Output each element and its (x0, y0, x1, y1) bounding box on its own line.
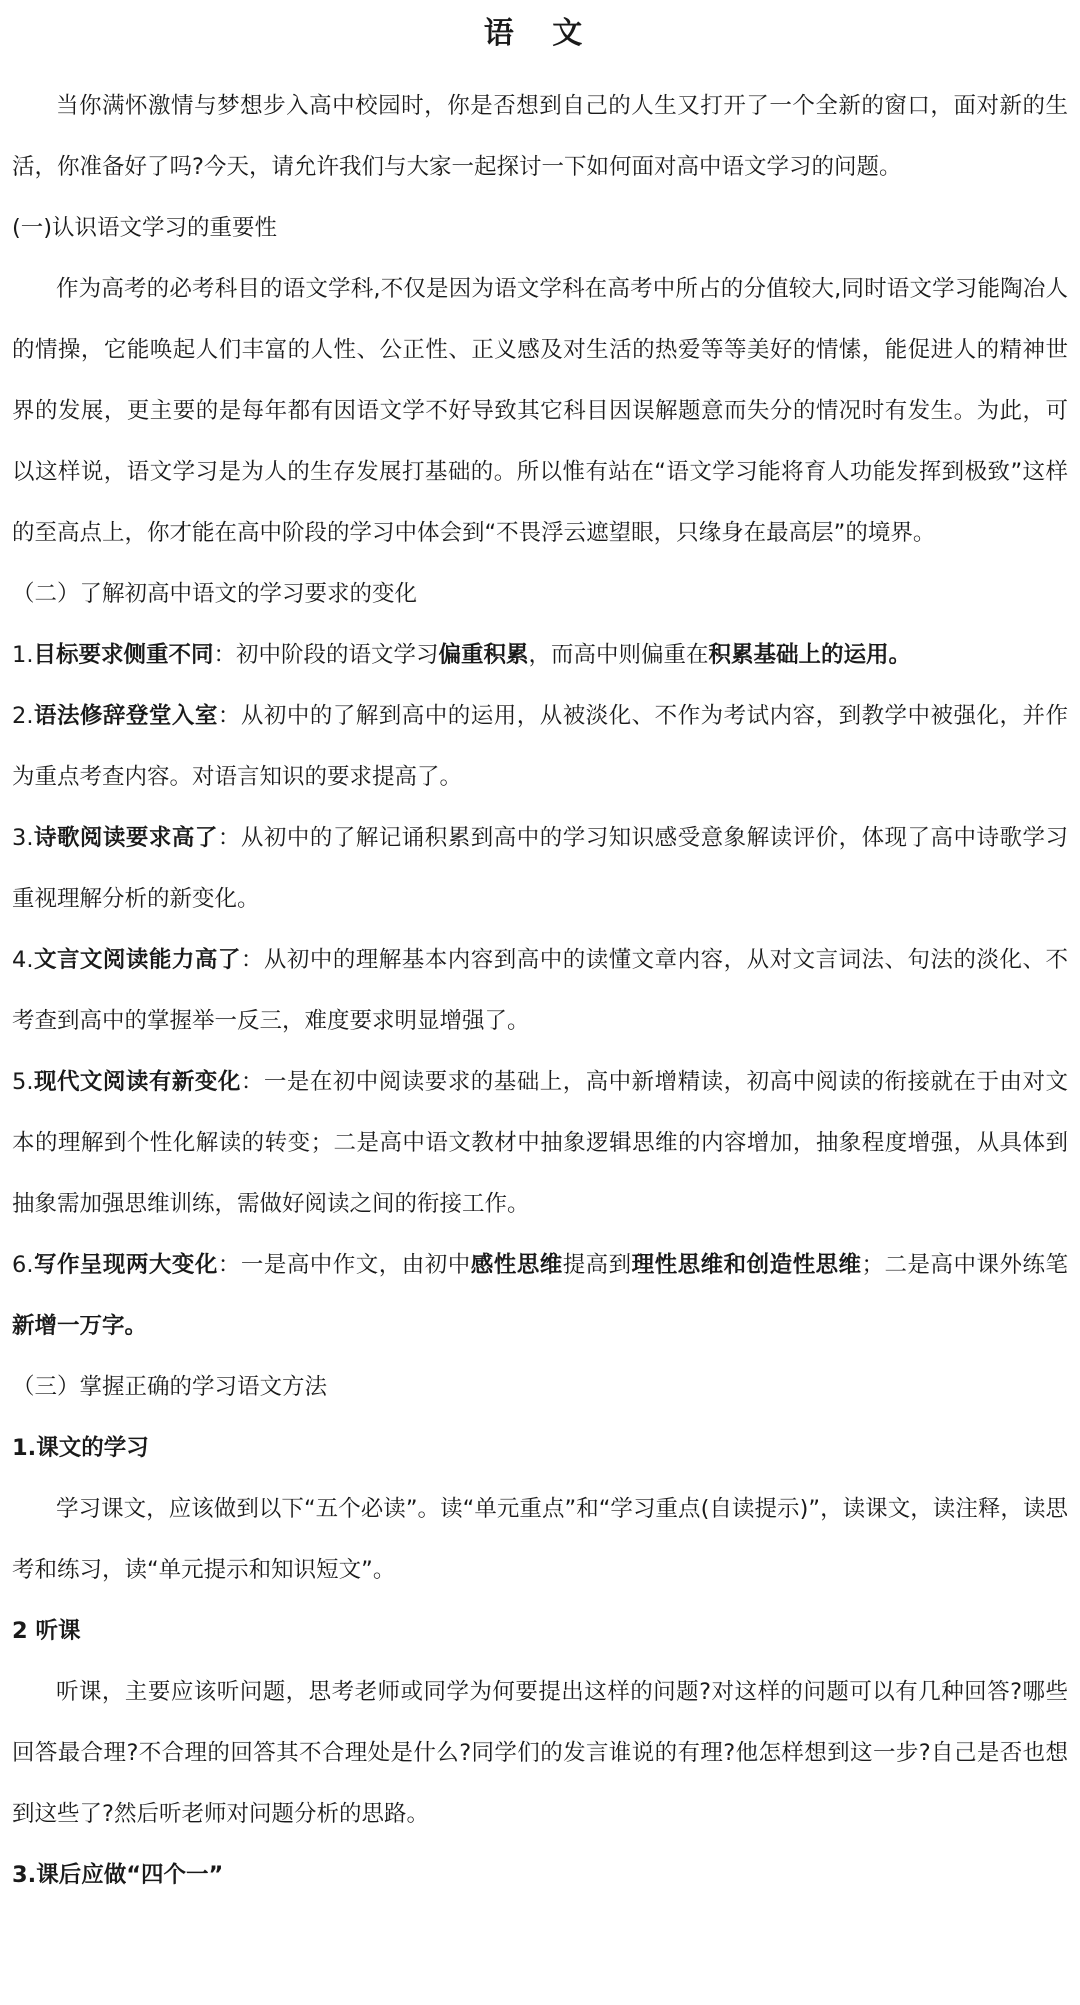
list-item-2 (12, 686, 1068, 808)
sub3-heading: 3.课后应做“四个一” (12, 1862, 224, 1888)
section1-heading: (一)认识语文学习的重要性 (12, 215, 278, 241)
item-bold-text: 积累基础上的运用。 (708, 642, 912, 668)
sub2-paragraph: 听课，主要应该听问题，思考老师或同学为何要提出这样的问题?对这样的问题可以有几种回答?哪些回答最合理?不合理的回答其不合理处是什么?同学们的发言谁说的有理?他怎样想到这一步?自己是否也想到这些了?然后听老师对问题分析的思路。 (12, 1679, 1068, 1827)
intro-paragraph: 当你满怀激情与梦想步入高中校园时，你是否想到自己的人生又打开了一个全新的窗口，面对新的生活，你准备好了吗?今天，请允许我们与大家一起探讨一下如何面对高中语文学习的问题。 (12, 93, 1068, 180)
sub1-paragraph: 学习课文，应该做到以下“五个必读”。读“单元重点”和“学习重点(自读提示)”，读课文，读注释，读思考和练习，读“单元提示和知识短文”。 (12, 1496, 1068, 1583)
section3-heading: （三）掌握正确的学习语文方法 (12, 1374, 328, 1400)
item-number: 5. (12, 1069, 34, 1095)
item-number: 3. (12, 825, 34, 851)
item-number: 2. (12, 703, 34, 729)
item-text: ，而高中则偏重在 (528, 642, 709, 668)
item-bold-text: 理性思维和创造性思维 (631, 1252, 862, 1278)
item-bold-title: 目标要求侧重不同 (33, 642, 214, 668)
list-item-5 (12, 1052, 1068, 1235)
item-number: 6. (12, 1252, 34, 1278)
item-number: 4. (12, 947, 34, 973)
sub1-heading: 1.课文的学习 (12, 1435, 149, 1461)
item-text: ：从初中的理解基本内容到高中的读懂文章内容，从对文言词法、句法的淡化、不考查到高中的掌握举一反三，难度要求明显增强了。 (12, 947, 1068, 1034)
item-text: ：一是在初中阅读要求的基础上，高中新增精读，初高中阅读的衔接就在于由对文本的理解到个性化解读的转变；二是高中语文教材中抽象逻辑思维的内容增加，抽象程度增强，从具体到抽象需加强思维训练，需做好阅读之间的衔接工作。 (12, 1069, 1068, 1217)
sub2-heading: 2 听课 (12, 1618, 81, 1644)
item-bold-text: 偏重积累 (438, 642, 529, 668)
item-bold-text: 感性思维 (470, 1252, 563, 1278)
list-item-6 (12, 1235, 1068, 1357)
list-item-1 (12, 625, 1068, 686)
item-text: ；二是高中课外练笔 (861, 1252, 1068, 1278)
item-text: ：初中阶段的语文学习 (213, 642, 439, 668)
item-bold-title: 诗歌阅读要求高了 (33, 825, 218, 851)
section2-heading: （二）了解初高中语文的学习要求的变化 (12, 581, 418, 607)
item-bold-title: 文言文阅读能力高了 (33, 947, 241, 973)
item-bold-title: 写作呈现两大变化 (33, 1252, 218, 1278)
item-text: ：从初中的了解记诵积累到高中的学习知识感受意象解读评价，体现了高中诗歌学习重视理解分析的新变化。 (12, 825, 1068, 912)
document-title: 语 文 (483, 16, 597, 51)
section1-paragraph: 作为高考的必考科目的语文学科,不仅是因为语文学科在高考中所占的分值较大,同时语文学习能陶冶人的情操，它能唤起人们丰富的人性、公正性、正义感及对生活的热爱等等美好的情愫，能促进人的精神世界的发展，更主要的是每年都有因语文学不好导致其它科目因误解题意而失分的情况时有发生。为此，可以这样说，语文学习是为人的生存发展打基础的。所以惟有站在“语文学习能将育人功能发挥到极致”这样的至高点上，你才能在高中阶段的学习中体会到“不畏浮云遮望眼，只缘身在最高层”的境界。 (12, 276, 1068, 546)
item-text: ：一是高中作文，由初中 (217, 1252, 471, 1278)
item-bold-title: 语法修辞登堂入室 (33, 703, 218, 729)
item-text: 提高到 (562, 1252, 632, 1278)
item-number: 1. (12, 642, 34, 668)
item-bold-text: 新增一万字。 (12, 1313, 148, 1339)
item-text: ：从初中的了解到高中的运用，从被淡化、不作为考试内容，到教学中被强化，并作为重点考查内容。对语言知识的要求提高了。 (12, 703, 1068, 790)
item-bold-title: 现代文阅读有新变化 (33, 1069, 241, 1095)
list-item-4 (12, 930, 1068, 1052)
list-item-3 (12, 808, 1068, 930)
